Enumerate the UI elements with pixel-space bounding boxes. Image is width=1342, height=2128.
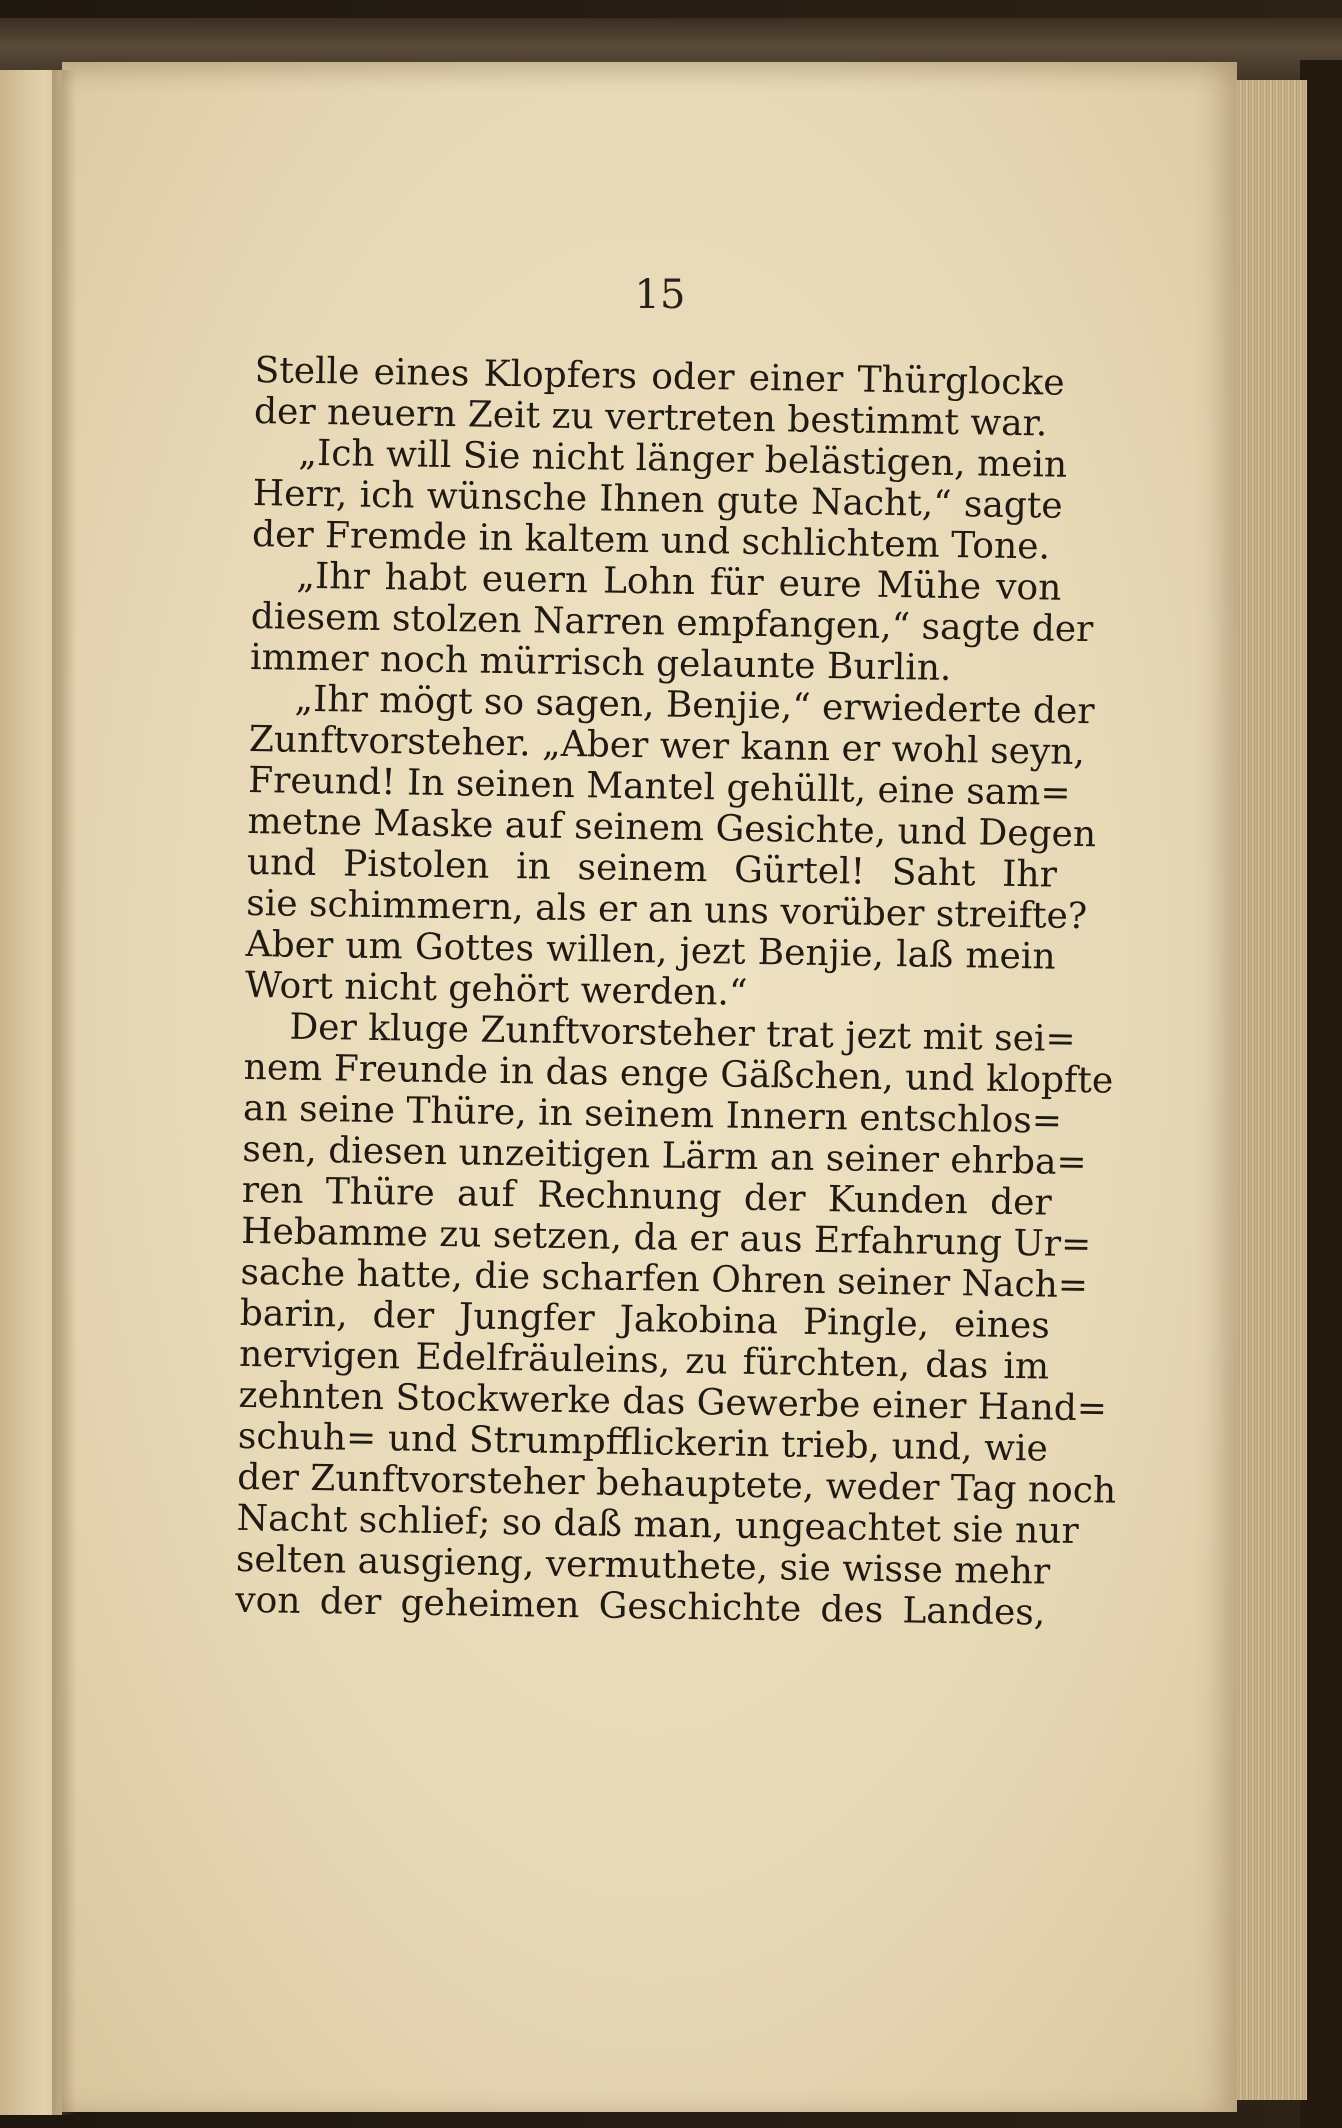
text-line: diesem stolzen Narren empfangen,“ sagte der (250, 595, 1094, 651)
page-gutter (52, 70, 76, 2115)
text-line: von der geheimen Geschichte des Landes, (235, 1579, 1046, 1634)
text-line: selten ausgieng, vermuthete, sie wisse mehr (235, 1538, 1051, 1593)
text-line: Nacht schlief; so daß man, ungeachtet sie nur (236, 1497, 1079, 1553)
text-line: zehnten Stockwerke das Gewerbe einer Hand= (238, 1374, 1108, 1430)
text-line: sen, diesen unzeitigen Lärm an seiner ehrba= (242, 1128, 1087, 1184)
text-line: Herr, ich wünsche Ihnen gute Nacht,“ sagte (252, 472, 1063, 527)
text-line: Freund! In seinen Mantel gehüllt, eine sam= (247, 759, 1071, 814)
body-text (235, 350, 1117, 1634)
text-line: Der kluge Zunftvorsteher trat jezt mit sei= (289, 1006, 1076, 1060)
text-line: „Ich will Sie nicht länger belästigen, mein (298, 432, 1068, 486)
text-line: sache hatte, die scharfen Ohren seiner Nach= (240, 1251, 1089, 1307)
text-line: nem Freunde in das enge Gäßchen, und klopfte (243, 1046, 1114, 1102)
text-line: „Ihr mögt so sagen, Benjie,“ erwiederte der (294, 678, 1095, 733)
text-line: sie schimmern, als er an uns vorüber streifte? (245, 882, 1088, 938)
text-line: Wort nicht gehört werden.“ (244, 964, 748, 1014)
text-line: metne Maske auf seinem Gesichte, und Degen (247, 800, 1097, 856)
text-line: Stelle eines Klopfers oder einer Thürglocke (254, 350, 1065, 404)
text-line: der neuern Zeit zu vertreten bestimmt war. (253, 390, 1048, 445)
text-line: der Fremde in kaltem und schlichtem Tone. (251, 513, 1051, 568)
text-line: Hebamme zu setzen, da er aus Erfahrung Ur= (240, 1210, 1092, 1266)
text-line: immer noch mürrisch gelaunte Burlin. (249, 636, 952, 689)
text-line: „Ihr habt euern Lohn für eure Mühe von (296, 555, 1062, 609)
page-number: 15 (634, 272, 686, 318)
page-block-edges (1237, 80, 1307, 2100)
text-line: Zunftvorsteher. „Aber wer kann er wohl seyn, (248, 718, 1086, 774)
text-line: an seine Thüre, in seinem Innern entschlos= (242, 1087, 1063, 1142)
text-line: Aber um Gottes willen, jezt Benjie, laß mein (245, 923, 1056, 978)
text-line: der Zunftvorsteher behauptete, weder Tag noch (236, 1456, 1117, 1512)
text-line: nervigen Edelfräuleins, zu fürchten, das im (238, 1333, 1050, 1388)
text-line: barin, der Jungfer Jakobina Pingle, eines (239, 1292, 1051, 1347)
text-line: schuh= und Strumpfflickerin trieb, und, wie (237, 1415, 1049, 1470)
text-line: ren Thüre auf Rechnung der Kunden der (241, 1169, 1053, 1224)
text-line: und Pistolen in seinem Gürtel! Saht Ihr (246, 841, 1058, 896)
